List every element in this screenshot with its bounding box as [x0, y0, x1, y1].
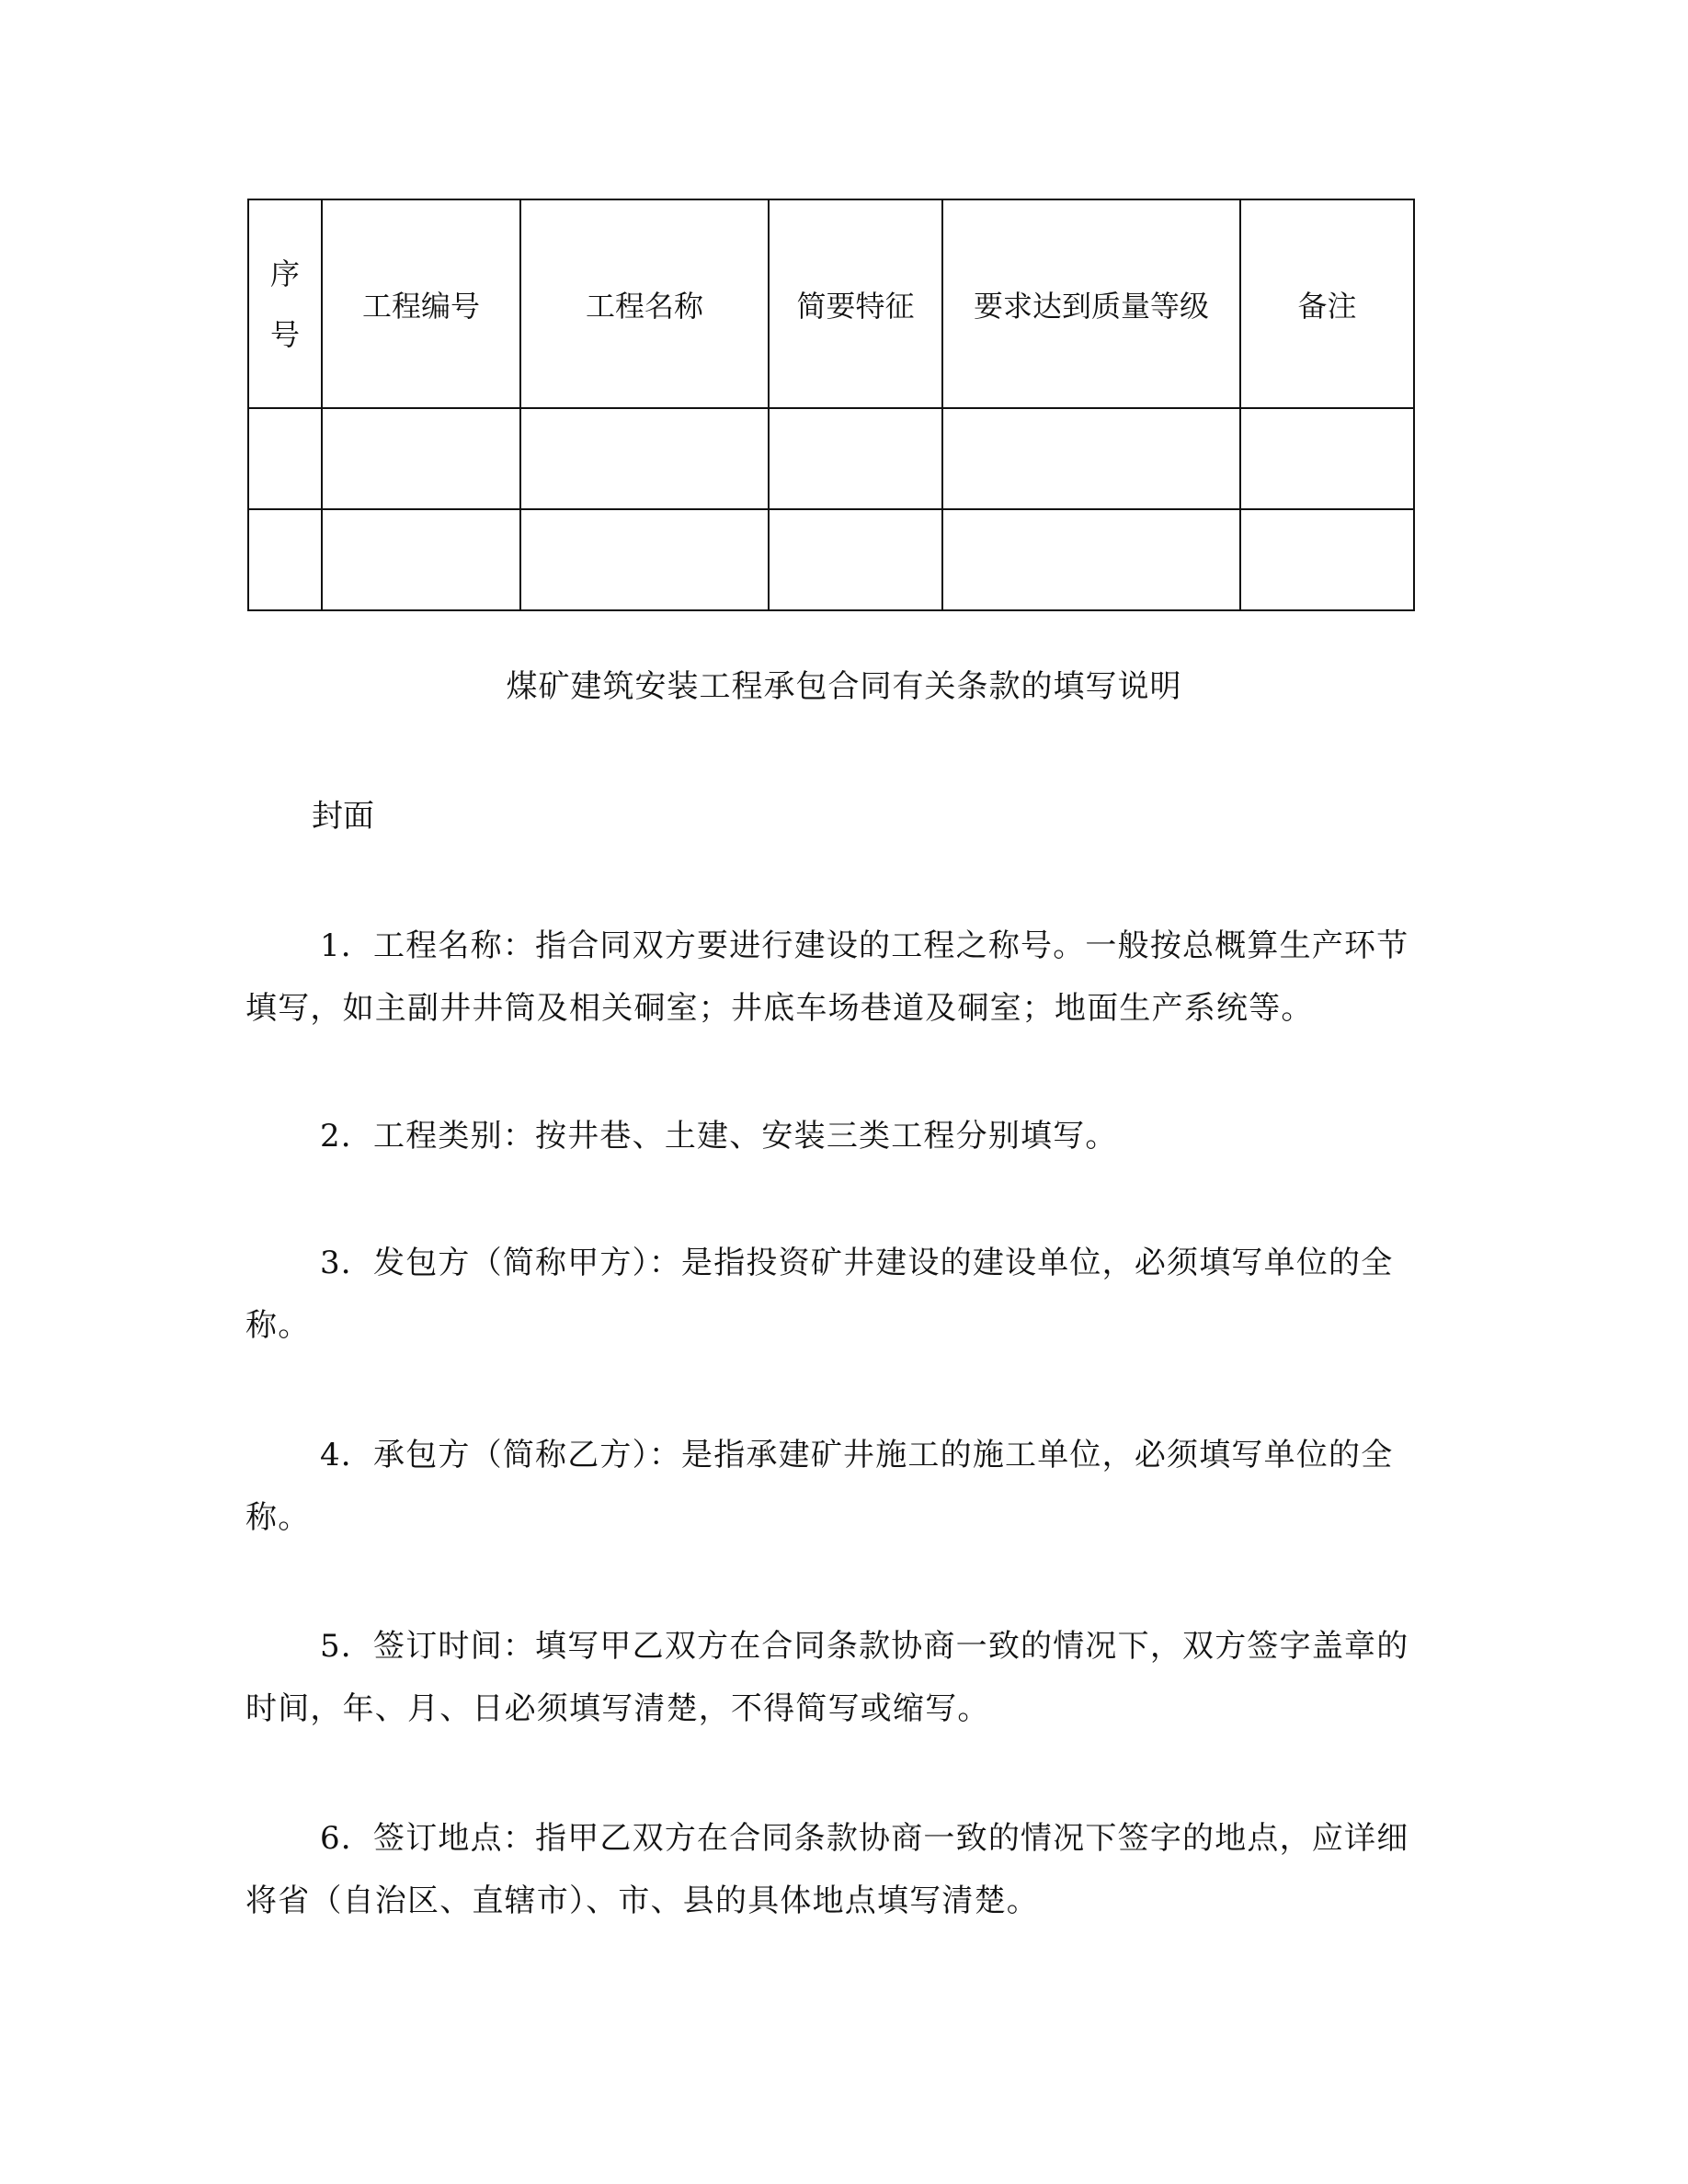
table-cell[interactable]	[520, 408, 769, 509]
document-title: 煤矿建筑安装工程承包合同有关条款的填写说明	[506, 668, 1182, 705]
paragraph-contractor: 4．承包方（简称乙方）：是指承建矿井施工的施工单位，必须填写单位的全称。	[245, 1437, 1394, 1536]
table-row	[248, 408, 1414, 509]
table-cell[interactable]	[769, 408, 942, 509]
table-cell[interactable]	[1240, 408, 1414, 509]
table-cell[interactable]	[322, 408, 520, 509]
project-quality-table	[247, 199, 1415, 611]
header-cell-project-code: 工程编号	[322, 199, 520, 408]
paragraph-project-name: 1．工程名称：指合同双方要进行建设的工程之称号。一般按总概算生产环节填写，如主副井井筒及相关硐室；井底车场巷道及硐室；地面生产系统等。	[245, 927, 1409, 1027]
table-row	[248, 509, 1414, 610]
header-cell-project-name: 工程名称	[520, 199, 769, 408]
table-cell[interactable]	[248, 509, 322, 610]
header-cell-brief-features: 简要特征	[769, 199, 942, 408]
paragraph-signing-time: 5．签订时间：填写甲乙双方在合同条款协商一致的情况下，双方签字盖章的时间，年、月、日必须填写清楚，不得简写或缩写。	[245, 1628, 1409, 1727]
header-cell-remarks: 备注	[1240, 199, 1414, 408]
section-label-cover: 封面	[312, 798, 374, 835]
header-cell-quality-grade: 要求达到质量等级	[942, 199, 1240, 408]
table-cell[interactable]	[248, 408, 322, 509]
table-cell[interactable]	[942, 509, 1240, 610]
table-header-row	[248, 199, 1414, 408]
table-cell[interactable]	[942, 408, 1240, 509]
paragraph-project-category: 2．工程类别：按井巷、土建、安装三类工程分别填写。	[320, 1118, 1118, 1155]
table-cell[interactable]	[769, 509, 942, 610]
paragraph-employer: 3．发包方（简称甲方）：是指投资矿井建设的建设单位，必须填写单位的全称。	[245, 1245, 1394, 1344]
table-cell[interactable]	[322, 509, 520, 610]
table-cell[interactable]	[1240, 509, 1414, 610]
header-cell-seq: 序号	[248, 199, 322, 408]
table-cell[interactable]	[520, 509, 769, 610]
paragraph-signing-place: 6．签订地点：指甲乙双方在合同条款协商一致的情况下签字的地点，应详细将省（自治区、直辖市）、市、县的具体地点填写清楚。	[245, 1820, 1409, 1919]
